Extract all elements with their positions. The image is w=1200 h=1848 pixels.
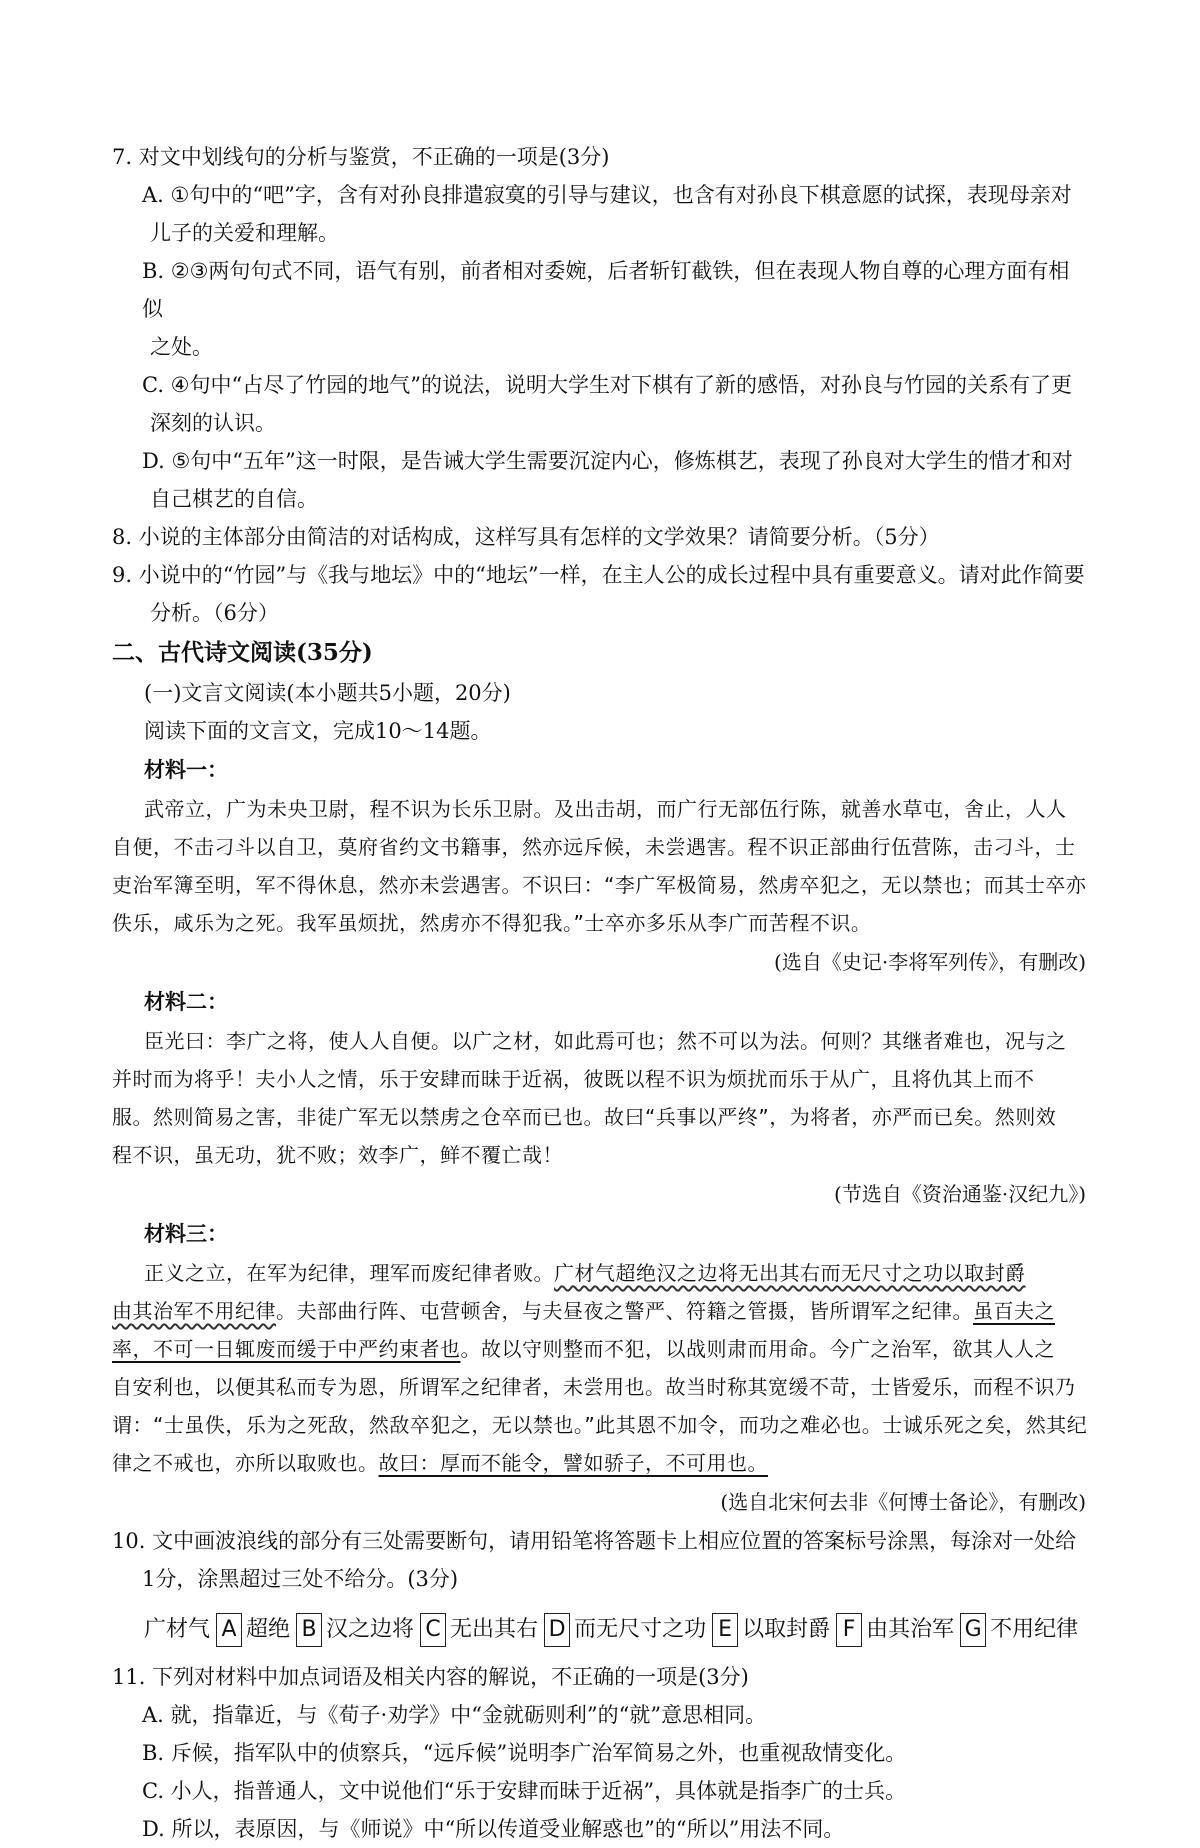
- underlined-text: 故曰：厚而不能令，譬如骄子，不可用也。: [378, 1451, 768, 1475]
- material-3-line: 谓：“士虽佚，乐为之死敌，然敌卒犯之，无以禁也。”此其恩不加令，而功之难必也。士诚乐死之矣，然其纪: [112, 1413, 1088, 1437]
- break-segment: 广材气: [144, 1617, 211, 1642]
- material-3: [112, 1214, 1090, 1522]
- material-3-text: 正义之立，在军为纪律，理军而废纪律者败。: [144, 1261, 554, 1285]
- reading-instruction: 阅读下面的文言文，完成10～14题。: [144, 719, 492, 743]
- question-7-option-c-cont: 深刻的认识。: [150, 411, 276, 435]
- material-3-line: [112, 1292, 1090, 1330]
- material-2-label: 材料二：: [144, 989, 228, 1014]
- answer-box-a[interactable]: A: [216, 1613, 242, 1647]
- question-10-line-2: 1分，涂黑超过三处不给分。(3分): [142, 1567, 459, 1591]
- question-7-option-a: A. ①句中的“吧”字，含有对孙良排遣寂寞的引导与建议，也含有对孙良下棋意愿的试探，表现母亲对: [142, 183, 1072, 207]
- answer-box-f[interactable]: F: [836, 1613, 862, 1647]
- answer-box-e[interactable]: E: [712, 1613, 738, 1647]
- question-10: [112, 1522, 1090, 1652]
- material-2-line: 服。然则简易之害，非徒广军无以禁虏之仓卒而已也。故曰“兵事以严终”，为将者，亦严而已矣。然则效: [112, 1105, 1057, 1129]
- question-11-option-d: D. 所以，表原因，与《师说》中“所以传道受业解惑也”的“所以”用法不同。: [142, 1817, 845, 1841]
- material-3-source: (选自北宋何去非《何博士备论》，有删改): [720, 1490, 1086, 1514]
- break-segment: 不用纪律: [990, 1617, 1079, 1642]
- material-1-line: 自便，不击刁斗以自卫，莫府省约文书籍事，然亦远斥候，未尝遇害。程不识正部曲行伍营陈，击刁斗，士: [112, 835, 1076, 859]
- sentence-break-options: [112, 1608, 1090, 1652]
- break-segment: 无出其右: [450, 1617, 539, 1642]
- question-7: [112, 138, 1090, 518]
- material-1: [112, 750, 1090, 982]
- subsection-heading: (一)文言文阅读(本小题共5小题，20分): [144, 681, 511, 705]
- break-segment: 超绝: [246, 1617, 291, 1642]
- wavy-underlined-text: 由其治军不用纪律: [112, 1299, 276, 1323]
- answer-box-b[interactable]: B: [296, 1613, 322, 1647]
- material-1-line: 吏治军簿至明，军不得休息，然亦未尝遇害。不识曰：“李广军极简易，然虏卒犯之，无以禁也；而其士卒亦: [112, 873, 1087, 897]
- material-3-text: 律之不戒也，亦所以取败也。: [112, 1451, 379, 1475]
- material-1-source: (选自《史记·李将军列传》，有删改): [774, 950, 1086, 974]
- break-segment: 由其治军: [866, 1617, 955, 1642]
- answer-box-c[interactable]: C: [420, 1613, 446, 1647]
- material-2-source: (节选自《资治通鉴·汉纪九》): [834, 1182, 1086, 1206]
- question-7-option-d-cont: 自己棋艺的自信。: [150, 487, 318, 511]
- material-3-text: 。故以守则整而不犯，以战则肃而用命。今广之治军，欲其人人之: [460, 1337, 1055, 1361]
- question-11: [112, 1658, 1090, 1848]
- underlined-text: 率，不可一日辄废而缓于中严约束者也: [112, 1337, 461, 1361]
- material-1-label: 材料一：: [144, 757, 228, 782]
- question-9-line-2: 分析。（6分）: [150, 601, 279, 625]
- underlined-text: 虽百夫之: [973, 1299, 1055, 1323]
- material-2: [112, 982, 1090, 1214]
- question-7-option-b: B. ②③两句句式不同，语气有别，前者相对委婉，后者斩钉截铁，但在表现人物自尊的心理方面有相似: [142, 259, 1070, 321]
- question-11-stem: 11. 下列对材料中加点词语及相关内容的解说，不正确的一项是(3分): [112, 1665, 749, 1689]
- material-3-line: 自安利也，以便其私而专为恩，所谓军之纪律者，未尝用也。故当时称其宽缓不苛，士皆爱乐，而程不识乃: [112, 1375, 1076, 1399]
- answer-box-g[interactable]: G: [960, 1613, 986, 1647]
- break-segment: 以取封爵: [742, 1617, 831, 1642]
- question-11-option-c: C. 小人，指普通人，文中说他们“乐于安肆而昧于近祸”，具体就是指李广的士兵。: [142, 1779, 907, 1803]
- break-segment: 而无尺寸之功: [574, 1617, 707, 1642]
- section-heading: 二、古代诗文阅读(35分): [112, 639, 373, 666]
- material-3-line: [112, 1444, 1090, 1482]
- break-segment: 汉之边将: [326, 1617, 415, 1642]
- question-7-stem: 7. 对文中划线句的分析与鉴赏，不正确的一项是(3分): [112, 145, 610, 169]
- question-8: 8. 小说的主体部分由简洁的对话构成，这样写具有怎样的文学效果？请简要分析。（5分）: [112, 525, 940, 549]
- material-1-line: 武帝立，广为未央卫尉，程不识为长乐卫尉。及出击胡，而广行无部伍行陈，就善水草屯，舍止，人人: [144, 797, 1067, 821]
- question-7-option-b-cont: 之处。: [150, 335, 213, 359]
- question-9: [112, 556, 1090, 632]
- question-10-line-1: 10. 文中画波浪线的部分有三处需要断句，请用铅笔将答题卡上相应位置的答案标号涂黑，每涂对一处给: [112, 1529, 1077, 1553]
- material-2-line: 臣光曰：李广之将，使人人自便。以广之材，如此焉可也；然不可以为法。何则？其继者难也，况与之: [144, 1029, 1067, 1053]
- question-7-option-d: D. ⑤句中“五年”这一时限，是告诫大学生需要沉淀内心，修炼棋艺，表现了孙良对大学生的惜才和对: [142, 449, 1073, 473]
- material-3-line: [112, 1330, 1090, 1368]
- material-3-label: 材料三：: [144, 1221, 228, 1246]
- question-11-option-b: B. 斥候，指军队中的侦察兵，“远斥候”说明李广治军简易之外，也重视敌情变化。: [142, 1741, 907, 1765]
- material-2-line: 程不识，虽无功，犹不败；效李广，鲜不覆亡哉！: [112, 1143, 563, 1167]
- question-7-option-c: C. ④句中“占尽了竹园的地气”的说法，说明大学生对下棋有了新的感悟，对孙良与竹园的关系有了更: [142, 373, 1072, 397]
- question-9-line-1: 9. 小说中的“竹园”与《我与地坛》中的“地坛”一样，在主人公的成长过程中具有重要意义。请对此作简要: [112, 563, 1085, 587]
- question-7-option-a-cont: 儿子的关爱和理解。: [150, 221, 339, 245]
- material-2-line: 并时而为将乎！夫小人之情，乐于安肆而昧于近祸，彼既以程不识为烦扰而乐于从广，且将仇其上而不: [112, 1067, 1035, 1091]
- question-11-option-a: A. 就，指靠近，与《荀子·劝学》中“金就砺则利”的“就”意思相同。: [142, 1703, 767, 1727]
- material-1-line: 佚乐，咸乐为之死。我军虽烦扰，然虏亦不得犯我。”士卒亦多乐从李广而苦程不识。: [112, 911, 872, 935]
- material-3-text: 。夫部曲行阵、屯营顿舍，与夫昼夜之警严、符籍之管摄，皆所谓军之纪律。: [276, 1299, 973, 1323]
- material-3-line: [112, 1254, 1090, 1292]
- answer-box-d[interactable]: D: [544, 1613, 570, 1647]
- wavy-underlined-text: 广材气超绝汉之边将无出其右而无尺寸之功以取封爵: [554, 1261, 1026, 1285]
